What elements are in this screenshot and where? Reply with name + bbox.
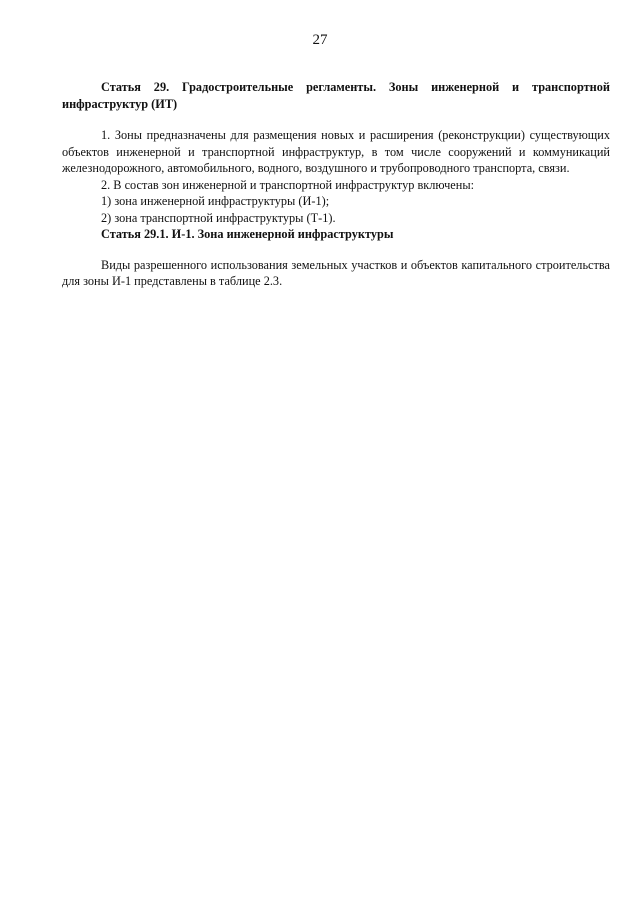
article-29-heading: Статья 29. Градостроительные регламенты. Зоны инженерной и транспортной инфраструктур (ИТ) bbox=[62, 80, 610, 111]
document-body bbox=[62, 79, 610, 290]
article-29-paragraph-1: 1. Зоны предназначены для размещения новых и расширения (реконструкции) существующих объектов инженерной и транспортной инфраструктур, в том числе сооружений и коммуникаций железнодорожного, автомобильного, водного, воздушного и трубопроводного транспорта, связи. bbox=[62, 128, 610, 175]
article-29-paragraph-2: 2. В состав зон инженерной и транспортной инфраструктур включены: bbox=[101, 177, 475, 192]
page-number: 27 bbox=[312, 32, 328, 48]
zone-list-item: 2) зона транспортной инфраструктуры (Т-1). bbox=[101, 210, 336, 225]
spacer bbox=[62, 243, 610, 257]
article-29-1-heading: Статья 29.1. И-1. Зона инженерной инфраструктуры bbox=[101, 227, 394, 241]
zone-list-item: 1) зона инженерной инфраструктуры (И-1); bbox=[101, 194, 330, 208]
article-29-1-paragraph: Виды разрешенного использования земельных участков и объектов капитального строительства для зоны И-1 представлены в таблице 2.3. bbox=[62, 257, 610, 288]
spacer bbox=[62, 112, 610, 127]
